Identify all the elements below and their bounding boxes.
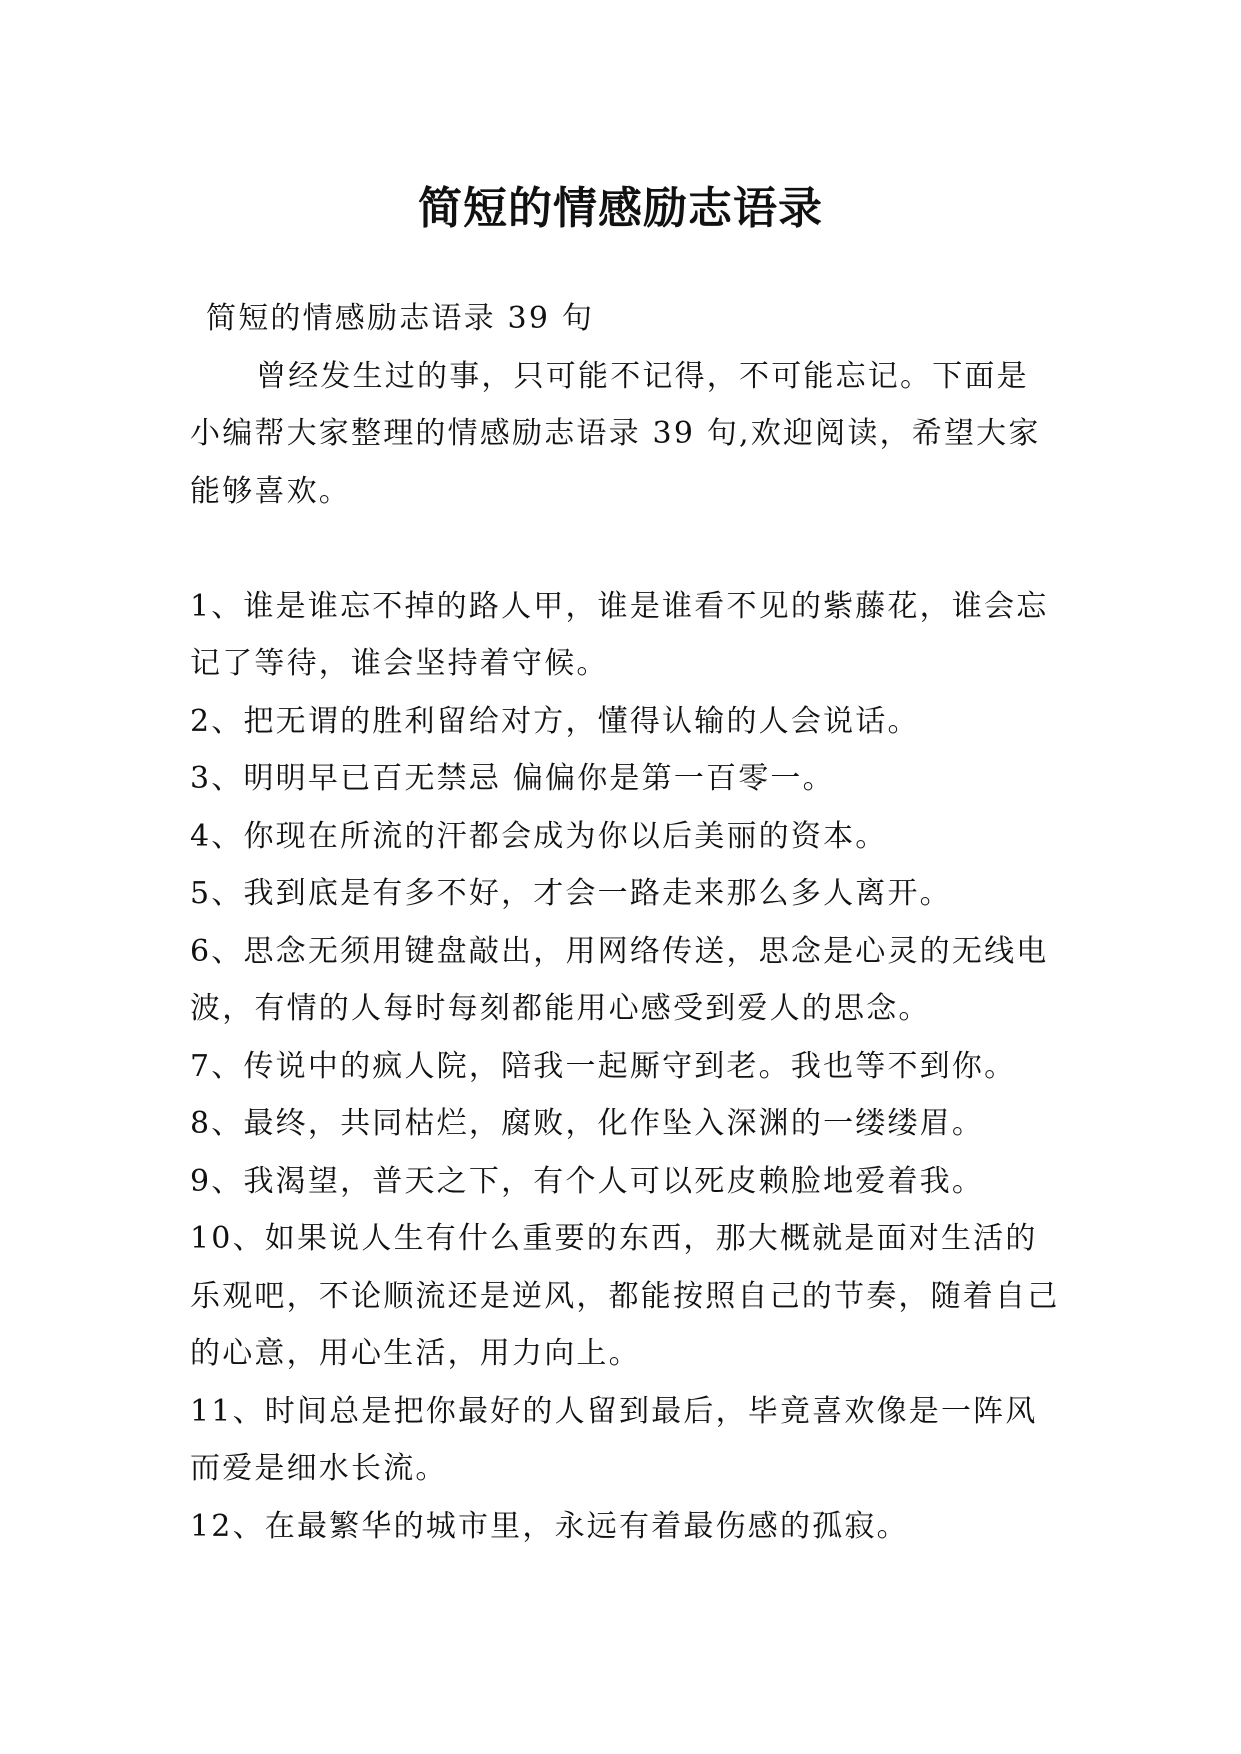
quote-item: 1、谁是谁忘不掉的路人甲，谁是谁看不见的紫藤花，谁会忘记了等待，谁会坚持着守候。: [190, 588, 1049, 681]
quote-list: [190, 578, 1060, 1556]
quote-item: 10、如果说人生有什么重要的东西，那大概就是面对生活的乐观吧，不论顺流还是逆风，都能按照自己的节奏，随着自己的心意，用心生活，用力向上。: [190, 1221, 1060, 1371]
document-title: 简短的情感励志语录: [418, 183, 823, 235]
quote-item: 2、把无谓的胜利留给对方，懂得认输的人会说话。: [190, 703, 920, 739]
quote-item: 7、传说中的疯人院，陪我一起厮守到老。我也等不到你。: [190, 1048, 1017, 1084]
document-subtitle: 简短的情感励志语录 39 句: [206, 301, 595, 336]
quote-item: 12、在最繁华的城市里，永远有着最伤感的孤寂。: [190, 1508, 909, 1544]
quote-item: 4、你现在所流的汗都会成为你以后美丽的资本。: [190, 818, 888, 854]
quote-item: 9、我渴望，普天之下，有个人可以死皮赖脸地爱着我。: [190, 1163, 985, 1199]
quote-item: 11、时间总是把你最好的人留到最后，毕竟喜欢像是一阵风而爱是细水长流。: [190, 1393, 1038, 1486]
quote-item: 3、明明早已百无禁忌 偏偏你是第一百零一。: [190, 761, 835, 796]
intro-paragraph: 曾经发生过的事，只可能不记得，不可能忘记。下面是小编帮大家整理的情感励志语录 39 句,欢迎阅读，希望大家能够喜欢。: [190, 358, 1041, 509]
quote-item: 5、我到底是有多不好，才会一路走来那么多人离开。: [190, 876, 952, 911]
paragraph-gap: [190, 520, 1060, 578]
quote-item: 8、最终，共同枯烂，腐败，化作坠入深渊的一缕缕眉。: [190, 1106, 985, 1141]
quote-item: 6、思念无须用键盘敲出，用网络传送，思念是心灵的无线电波，有情的人每时每刻都能用心感受到爱人的思念。: [190, 933, 1049, 1026]
document-body: [190, 290, 1060, 1555]
